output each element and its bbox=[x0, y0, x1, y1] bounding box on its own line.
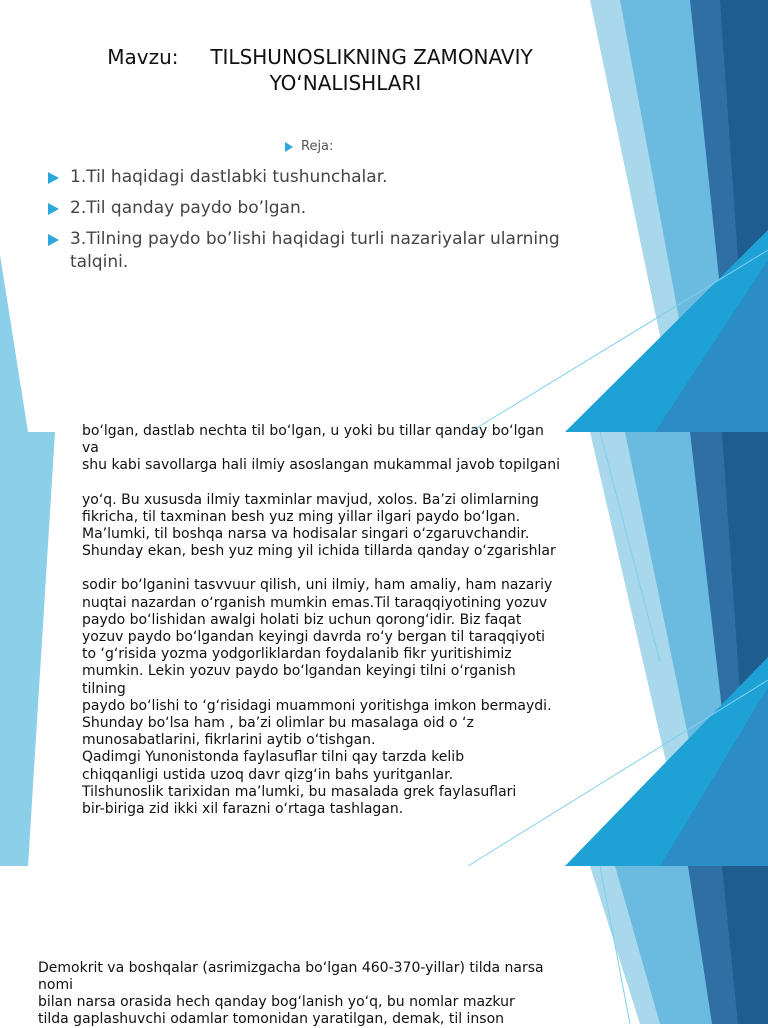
text-line: fikricha, til taxminan besh yuz ming yillar ilgari paydo bo‘lgan. bbox=[82, 508, 521, 525]
text-line: yo‘q. Bu xususda ilmiy taxminlar mavjud, xolos. Ba’zi olimlarning bbox=[82, 491, 539, 508]
text-line: sodir bo‘lganini tasvvuur qilish, uni ilmiy, ham amaliy, ham nazariy bbox=[82, 577, 553, 594]
list-item-text: 1.Til haqidagi dastlabki tushunchalar. bbox=[70, 167, 388, 187]
text-line: chiqqanligi ustida uzoq davr qizg‘in bahs yuritganlar. bbox=[82, 766, 454, 783]
text-line: Ma’lumki, til boshqa narsa va hodisalar singari o‘zgaruvchandir. bbox=[82, 526, 530, 543]
text-line: bir-biriga zid ikki xil farazni o‘rtaga tashlagan. bbox=[82, 801, 404, 818]
bullet-triangle-icon bbox=[285, 142, 293, 152]
blank-line bbox=[82, 560, 602, 577]
text-line: yozuv paydo bo‘lgandan keyingi davrda ro‘y bergan til taraqqiyoti bbox=[82, 629, 546, 646]
text-line: bilan narsa orasida hech qanday bog‘lanish yo‘q, bu nomlar mazkur bbox=[38, 994, 515, 1010]
body-text bbox=[38, 960, 598, 1028]
slide-3 bbox=[0, 866, 768, 1027]
bullet-triangle-icon bbox=[48, 203, 59, 215]
list-item bbox=[48, 228, 568, 274]
slide-1 bbox=[0, 0, 768, 432]
text-line: paydo bo‘lishidan awalgi holati biz uchun qorong‘idir. Biz faqat bbox=[82, 611, 522, 628]
subtitle bbox=[285, 139, 333, 154]
text-line: tilda gaplashuvchi odamlar tomonidan yaratilgan, demak, til inson bbox=[38, 1011, 505, 1027]
text-line: to ‘g‘risida yozma yodgorliklardan foydalanib fikr yuritishimiz bbox=[82, 646, 512, 663]
list-item-text: 2.Til qanday paydo bo’lgan. bbox=[70, 198, 307, 218]
text-line: nomi bbox=[38, 977, 73, 993]
list-item bbox=[48, 166, 568, 189]
outline-list bbox=[48, 166, 568, 282]
subtitle-text: Reja: bbox=[301, 139, 334, 154]
list-item bbox=[48, 197, 568, 220]
slide-title: Mavzu: TILSHUNOSLIKNING ZAMONAVIY YO‘NALISHLARI bbox=[107, 45, 533, 95]
text-line: Demokrit va boshqalar (asrimizgacha bo‘lgan 460-370-yillar) tilda narsa bbox=[38, 960, 544, 976]
text-line: mumkin. Lekin yozuv paydo bo‘lgandan keyingi tilni o‘rganish bbox=[82, 663, 516, 680]
text-line: Shunday ekan, besh yuz ming yil ichida tillarda qanday o‘zgarishlar bbox=[82, 543, 556, 560]
blank-line bbox=[82, 475, 602, 492]
text-line: bo‘lgan, dastlab nechta til bo‘lgan, u yoki bu tillar qanday bo‘lgan bbox=[82, 423, 544, 439]
bullet-triangle-icon bbox=[48, 234, 59, 246]
slide-2 bbox=[0, 423, 768, 866]
text-line: Shunday bo‘lsa ham , ba’zi olimlar bu masalaga oid o ‘z bbox=[82, 715, 474, 732]
body-text bbox=[82, 423, 602, 818]
list-item-text: 3.Tilning paydo bo’lishi haqidagi turli nazariyalar ularning talqini. bbox=[70, 229, 560, 272]
text-line: Tilshunoslik tarixidan ma’lumki, bu masalada grek faylasuflari bbox=[82, 783, 517, 800]
text-line: munosabatlarini, fikrlarini aytib o‘tishgan. bbox=[82, 732, 376, 749]
bullet-triangle-icon bbox=[48, 172, 59, 184]
text-line: paydo bo‘lishi to ‘g‘risidagi muammoni yoritishga imkon bermaydi. bbox=[82, 697, 552, 714]
text-line: Qadimgi Yunonistonda faylasuflar tilni qay tarzda kelib bbox=[82, 749, 465, 766]
text-line: tilning bbox=[82, 680, 126, 697]
text-line: nuqtai nazardan o‘rganish mumkin emas.Til taraqqiyotining yozuv bbox=[82, 594, 548, 611]
text-line: va bbox=[82, 440, 99, 457]
text-line: shu kabi savollarga hali ilmiy asoslangan mukammal javob topilgani bbox=[82, 457, 561, 474]
